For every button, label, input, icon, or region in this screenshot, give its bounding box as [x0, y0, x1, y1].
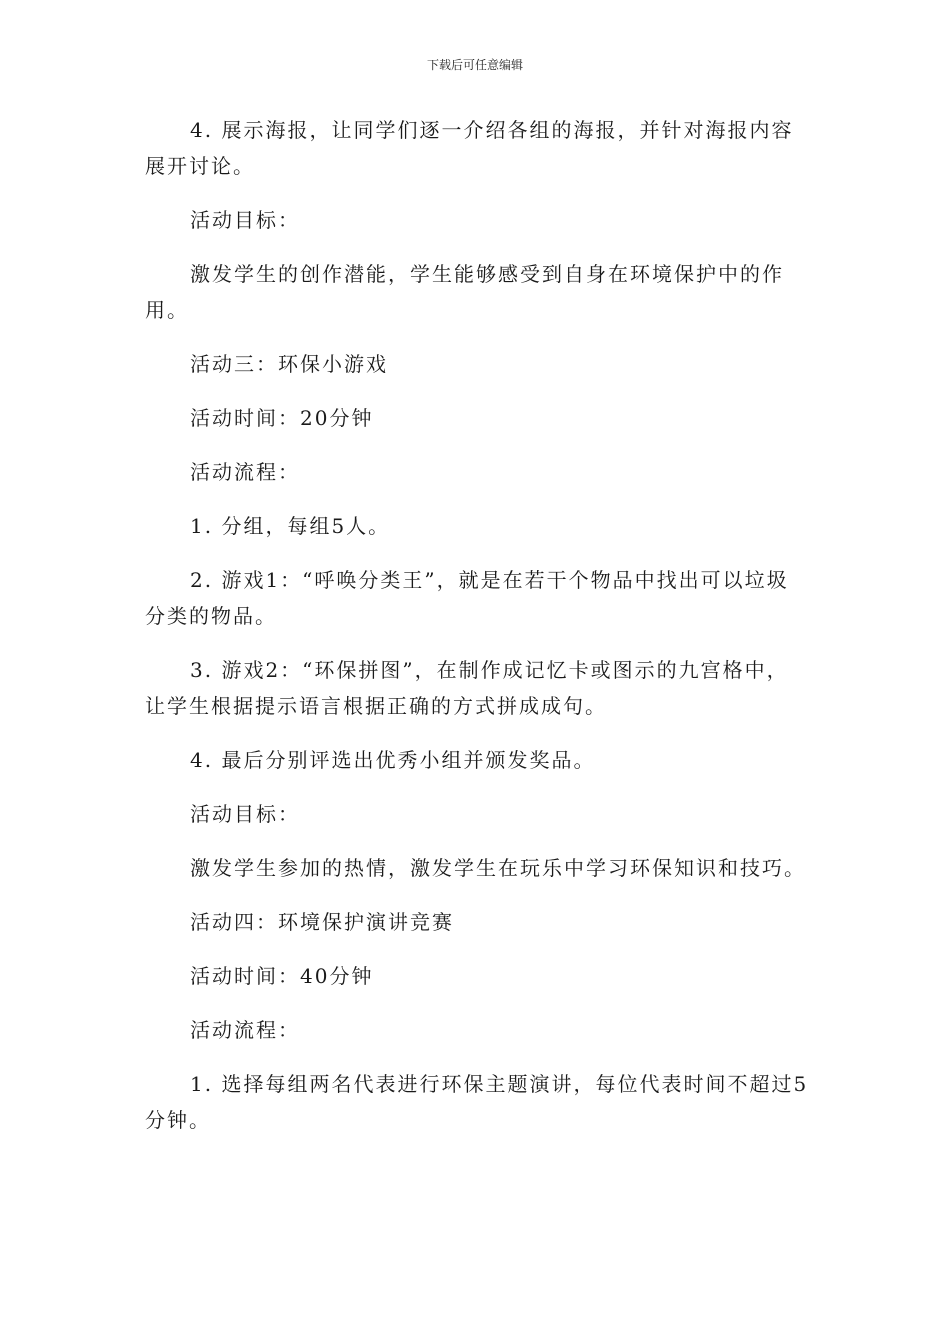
paragraph-activity-goal-heading-2: 活动目标： [190, 802, 300, 826]
paragraph-step-3-game-2: 3. 游戏2：“环保拼图”，在制作成记忆卡或图示的九宫格中，让学生根据提示语言根据正确的方式拼成成句。 [145, 658, 789, 718]
paragraph-step-4-poster-discussion: 4. 展示海报，让同学们逐一介绍各组的海报，并针对海报内容展开讨论。 [145, 118, 794, 178]
paragraph-activity-goal-heading: 活动目标： [190, 208, 300, 232]
paragraph-step-1-speech: 1. 选择每组两名代表进行环保主题演讲，每位代表时间不超过5分钟。 [145, 1072, 809, 1132]
document-body [145, 112, 810, 1156]
paragraph-step-1-grouping: 1. 分组，每组5人。 [190, 514, 391, 538]
paragraph-activity-time-2: 活动时间：40分钟 [190, 964, 374, 988]
paragraph-activity-three-title: 活动三：环保小游戏 [190, 352, 388, 376]
paragraph-activity-four-title: 活动四：环境保护演讲竞赛 [190, 910, 454, 934]
page-header: 下载后可任意编辑 [426, 58, 523, 72]
paragraph-step-4-awards: 4. 最后分别评选出优秀小组并颁发奖品。 [190, 748, 596, 772]
paragraph-activity-time: 活动时间：20分钟 [190, 406, 374, 430]
paragraph-activity-goal-text-2: 激发学生参加的热情，激发学生在玩乐中学习环保知识和技巧。 [190, 856, 806, 880]
paragraph-activity-process-heading: 活动流程： [190, 460, 300, 484]
paragraph-step-2-game-1: 2. 游戏1：“呼唤分类王”，就是在若干个物品中找出可以垃圾分类的物品。 [145, 568, 789, 628]
paragraph-activity-goal-text: 激发学生的创作潜能，学生能够感受到自身在环境保护中的作用。 [145, 262, 784, 322]
paragraph-activity-process-heading-2: 活动流程： [190, 1018, 300, 1042]
